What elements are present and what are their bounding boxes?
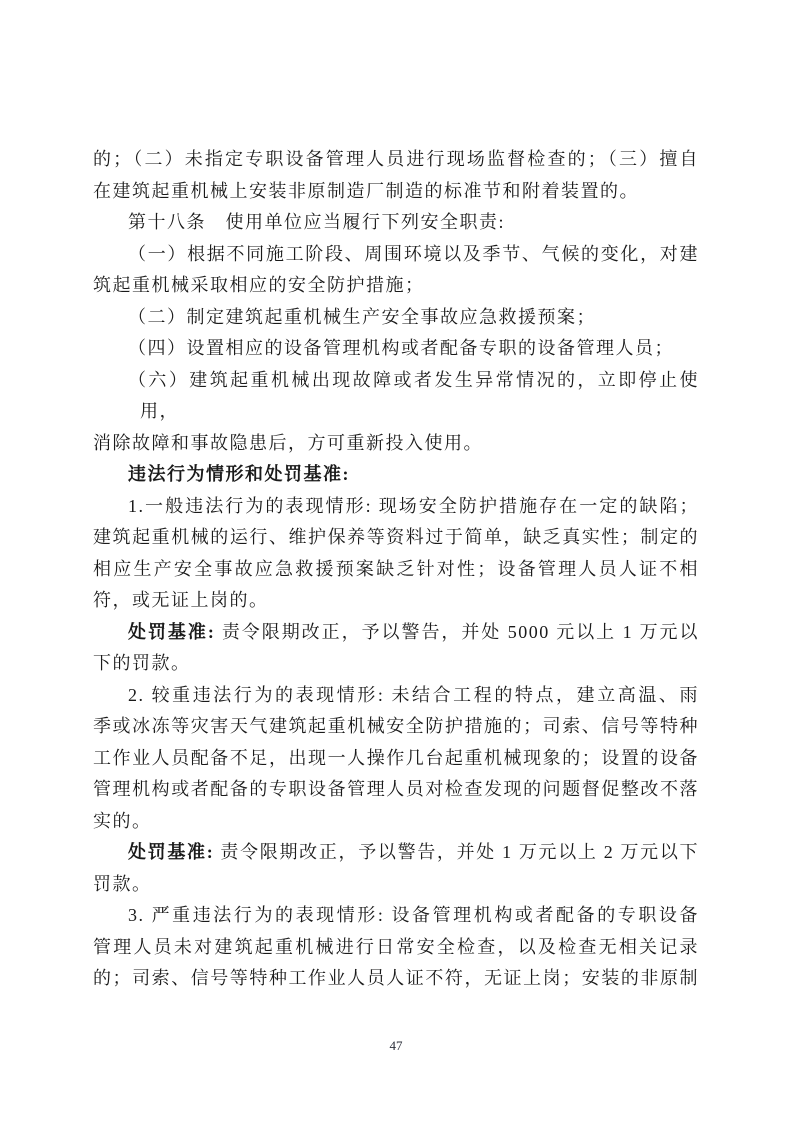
doc-line bbox=[93, 270, 699, 302]
doc-line bbox=[93, 617, 699, 649]
doc-line bbox=[93, 365, 699, 397]
doc-line bbox=[93, 554, 699, 586]
line-text: 筑起重机械采取相应的安全防护措施； bbox=[93, 275, 425, 295]
line-text: 罚款。 bbox=[93, 873, 152, 894]
line-text: 实的。 bbox=[93, 810, 152, 831]
doc-line bbox=[93, 648, 699, 680]
line-text: 工作业人员配备不足，出现一人操作几台起重机械现象的；设置的设备 bbox=[93, 747, 699, 768]
doc-line bbox=[93, 743, 699, 775]
doc-line bbox=[93, 302, 699, 334]
doc-line bbox=[93, 585, 699, 617]
doc-line bbox=[93, 333, 699, 365]
line-text: （二）制定建筑起重机械生产安全事故应急救援预案； bbox=[128, 306, 596, 327]
doc-line bbox=[93, 711, 699, 743]
doc-line bbox=[93, 491, 699, 523]
bold-prefix: 处罚基准: bbox=[128, 621, 216, 642]
doc-line bbox=[93, 239, 699, 271]
doc-line bbox=[93, 774, 699, 806]
line-text: 在建筑起重机械上安装非原制造厂制造的标准节和附着装置的。 bbox=[93, 180, 639, 201]
doc-line bbox=[93, 963, 699, 995]
line-text: 消除故障和事故隐患后，方可重新投入使用。 bbox=[93, 432, 483, 453]
page-number: 47 bbox=[389, 1038, 403, 1053]
doc-line bbox=[93, 932, 699, 964]
doc-line bbox=[93, 176, 699, 208]
line-text: 用， bbox=[140, 401, 179, 421]
line-text: 2. 较重违法行为的表现情形: 未结合工程的特点，建立高温、雨 bbox=[128, 684, 699, 705]
line-text: （四）设置相应的设备管理机构或者配备专职的设备管理人员； bbox=[128, 338, 674, 358]
line-text: 下的罚款。 bbox=[93, 653, 191, 673]
doc-line bbox=[93, 428, 699, 460]
line-text: 的；司索、信号等特种工作业人员人证不符，无证上岗；安装的非原制 bbox=[93, 968, 699, 988]
doc-line bbox=[93, 837, 699, 869]
line-text: 季或冰冻等灾害天气建筑起重机械安全防护措施的；司索、信号等特种 bbox=[93, 716, 699, 736]
line-text: 的；（二）未指定专职设备管理人员进行现场监督检查的；（三）擅自 bbox=[93, 149, 699, 169]
line-text: 第十八条 使用单位应当履行下列安全职责: bbox=[128, 212, 505, 232]
doc-line bbox=[93, 900, 699, 932]
line-text: （六）建筑起重机械出现故障或者发生异常情况的，立即停止使 bbox=[128, 369, 699, 390]
line-text: 相应生产安全事故应急救援预案缺乏针对性；设备管理人员人证不相 bbox=[93, 558, 699, 579]
doc-line bbox=[93, 522, 699, 554]
line-text: 1.一般违法行为的表现情形: 现场安全防护措施存在一定的缺陷； bbox=[128, 495, 699, 516]
doc-line bbox=[93, 806, 699, 838]
line-text: 责令限期改正，予以警告，并处 5000 元以上 1 万元以 bbox=[215, 621, 700, 642]
line-text: 管理机构或者配备的专职设备管理人员对检查发现的问题督促整改不落 bbox=[93, 779, 699, 799]
doc-heading bbox=[93, 459, 699, 491]
doc-line bbox=[93, 869, 699, 901]
doc-line bbox=[93, 680, 699, 712]
line-text: 符，或无证上岗的。 bbox=[93, 590, 269, 610]
bold-prefix: 处罚基准: bbox=[128, 842, 215, 862]
line-text: 违法行为情形和处罚基准: bbox=[128, 464, 350, 484]
doc-line bbox=[93, 144, 699, 176]
doc-line bbox=[93, 207, 699, 239]
line-text: （一）根据不同施工阶段、周围环境以及季节、气候的变化，对建 bbox=[128, 243, 699, 264]
line-text: 3. 严重违法行为的表现情形: 设备管理机构或者配备的专职设备 bbox=[128, 905, 699, 925]
line-text: 管理人员未对建筑起重机械进行日常安全检查，以及检查无相关记录 bbox=[93, 936, 699, 957]
line-text: 建筑起重机械的运行、维护保养等资料过于简单，缺乏真实性；制定的 bbox=[93, 527, 699, 547]
document-content bbox=[93, 144, 699, 995]
doc-line bbox=[93, 396, 699, 428]
line-text: 责令限期改正，予以警告，并处 1 万元以上 2 万元以下 bbox=[214, 842, 699, 862]
